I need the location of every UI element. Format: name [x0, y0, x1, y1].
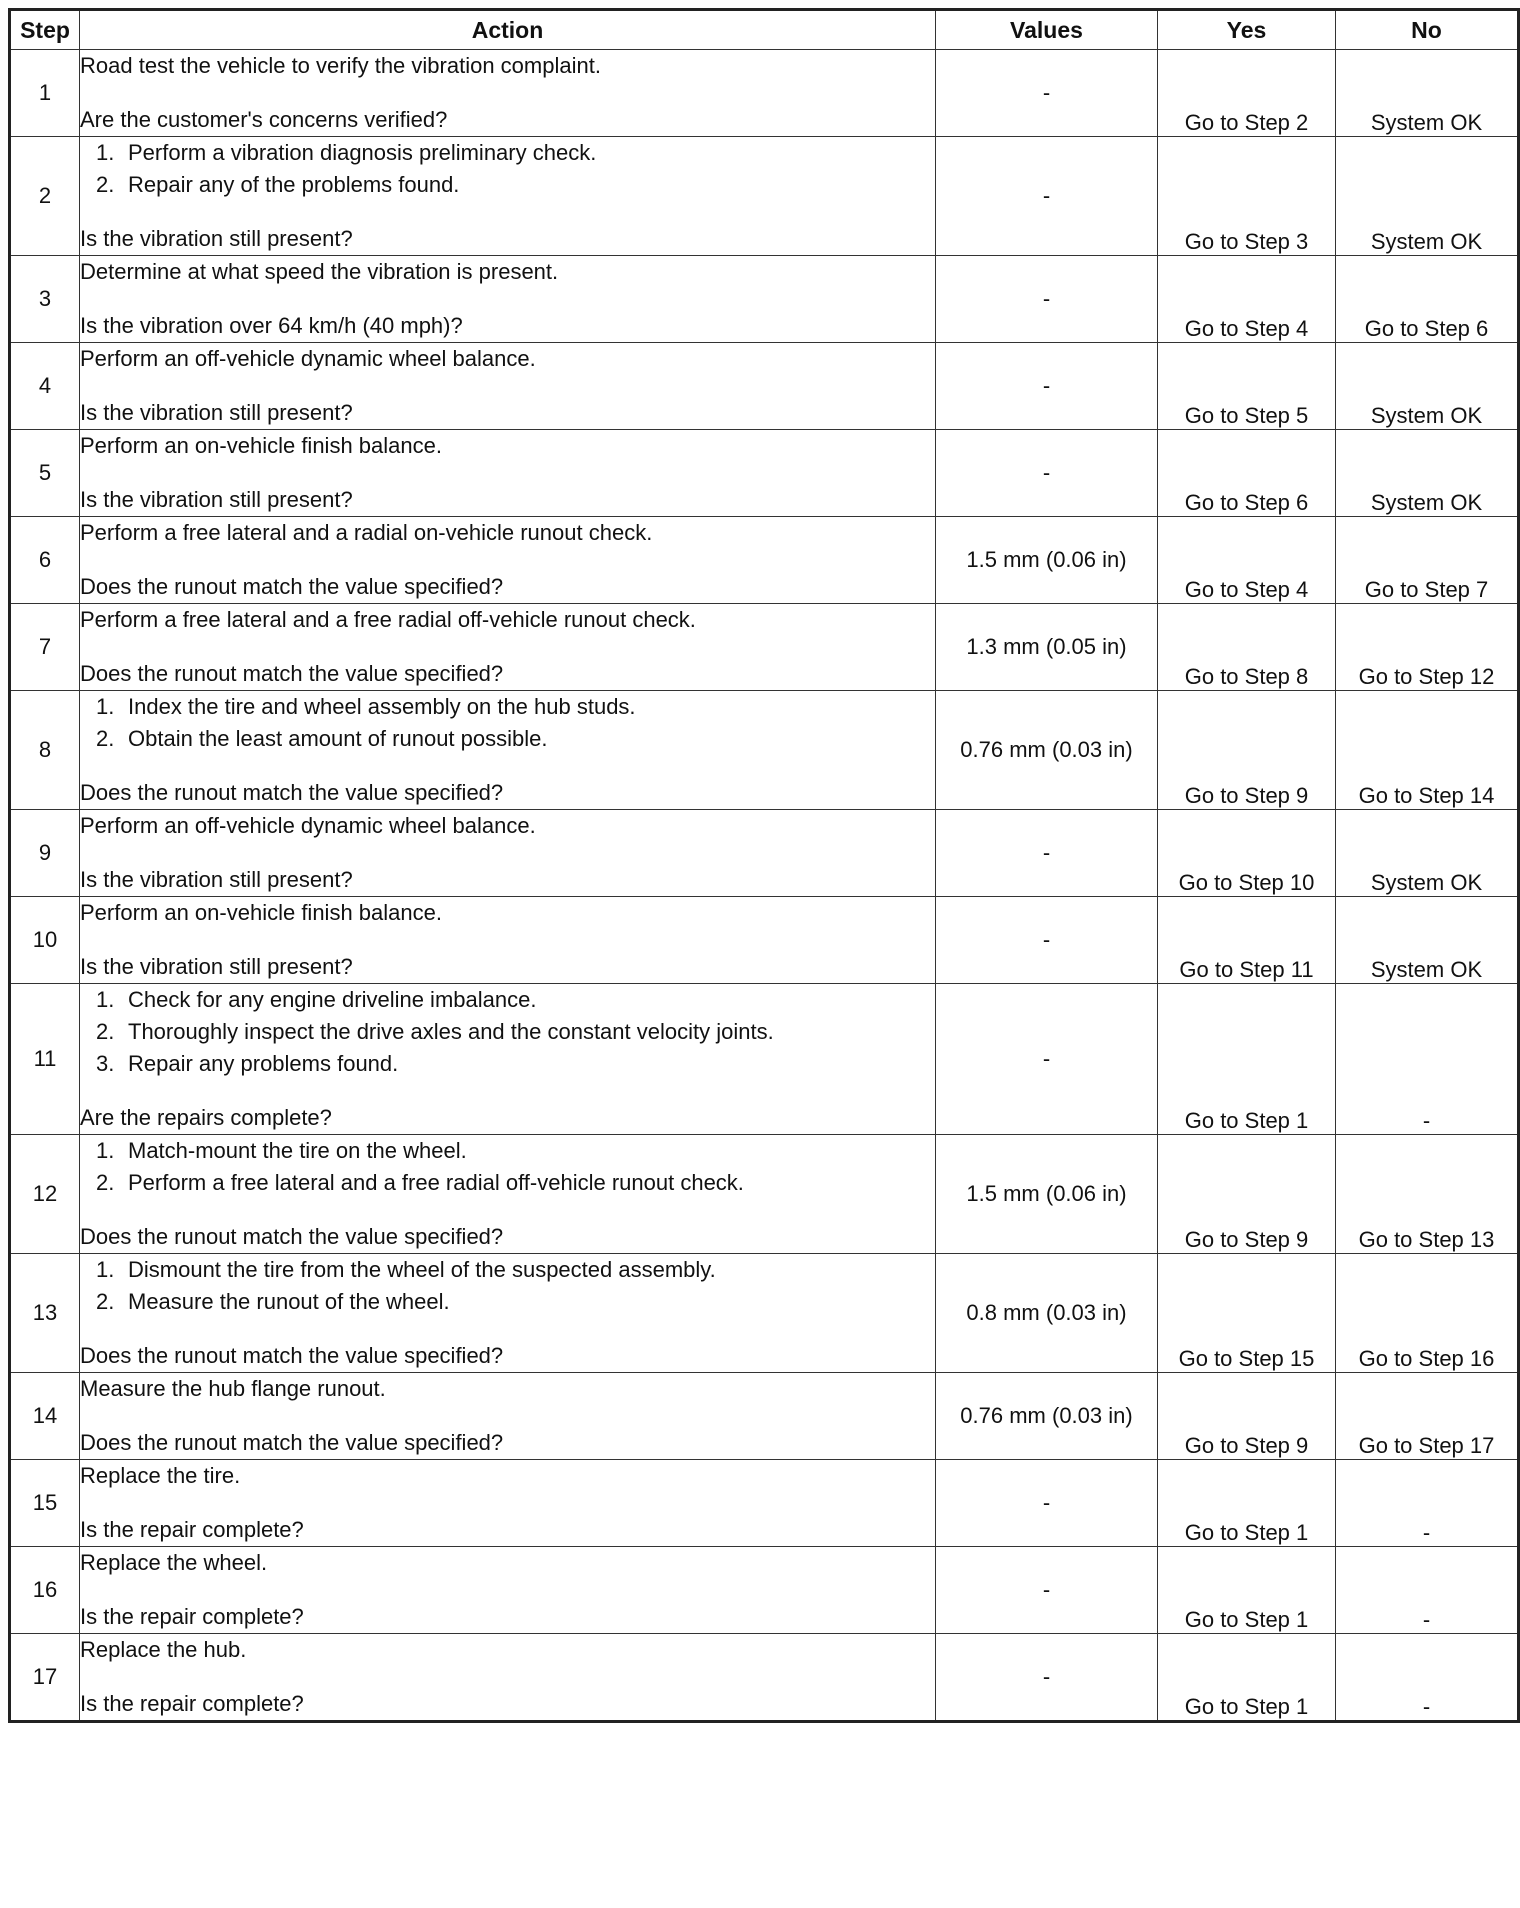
table-row: [10, 604, 1519, 691]
value-cell: -: [936, 1634, 1158, 1722]
question-text: Is the repair complete?: [80, 1691, 304, 1716]
action-cell: [80, 430, 936, 517]
diagnostic-table-container: [8, 8, 1517, 1723]
instruction-list: [80, 137, 935, 201]
yes-cell: Go to Step 9: [1158, 1373, 1336, 1460]
table-row: [10, 984, 1519, 1135]
action-cell: [80, 50, 936, 137]
no-cell: System OK: [1336, 343, 1519, 430]
instruction-text: Dismount the tire from the wheel of the suspected assembly.: [128, 1257, 716, 1282]
action-cell: [80, 137, 936, 256]
step-number: 4: [10, 343, 80, 430]
instruction-text: Obtain the least amount of runout possible.: [128, 726, 548, 751]
instruction-text: Replace the hub.: [80, 1637, 247, 1662]
instruction-number: 2.: [96, 1289, 115, 1314]
table-row: [10, 1373, 1519, 1460]
table-row: [10, 137, 1519, 256]
header-step: Step: [10, 10, 80, 50]
value-cell: -: [936, 430, 1158, 517]
step-number: 10: [10, 897, 80, 984]
no-cell: Go to Step 17: [1336, 1373, 1519, 1460]
action-cell: [80, 1547, 936, 1634]
value-cell: -: [936, 1547, 1158, 1634]
yes-cell: Go to Step 4: [1158, 517, 1336, 604]
step-number: 16: [10, 1547, 80, 1634]
value-cell: 0.76 mm (0.03 in): [936, 691, 1158, 810]
step-number: 3: [10, 256, 80, 343]
yes-cell: Go to Step 1: [1158, 1460, 1336, 1547]
table-row: [10, 1254, 1519, 1373]
question-text: Does the runout match the value specified?: [80, 1224, 504, 1249]
no-cell: -: [1336, 984, 1519, 1135]
question-text: Is the vibration over 64 km/h (40 mph)?: [80, 313, 463, 338]
table-row: [10, 256, 1519, 343]
instruction-number: 1.: [96, 1257, 115, 1282]
value-cell: -: [936, 1460, 1158, 1547]
question-text: Does the runout match the value specified?: [80, 1430, 504, 1455]
instruction-text: Replace the wheel.: [80, 1550, 268, 1575]
no-cell: -: [1336, 1460, 1519, 1547]
no-cell: System OK: [1336, 430, 1519, 517]
instruction-text: Perform an on-vehicle finish balance.: [80, 433, 442, 458]
step-number: 17: [10, 1634, 80, 1722]
no-cell: Go to Step 16: [1336, 1254, 1519, 1373]
instruction-item: [80, 137, 935, 169]
action-cell: [80, 517, 936, 604]
table-row: [10, 1547, 1519, 1634]
action-cell: [80, 1373, 936, 1460]
step-number: 12: [10, 1135, 80, 1254]
no-cell: System OK: [1336, 897, 1519, 984]
step-number: 5: [10, 430, 80, 517]
instruction-item: [80, 1048, 935, 1080]
action-cell: [80, 604, 936, 691]
no-cell: Go to Step 7: [1336, 517, 1519, 604]
step-number: 15: [10, 1460, 80, 1547]
instruction-text: Index the tire and wheel assembly on the hub studs.: [128, 694, 636, 719]
value-cell: 0.76 mm (0.03 in): [936, 1373, 1158, 1460]
instruction-list: [80, 1135, 935, 1199]
instruction-text: Determine at what speed the vibration is present.: [80, 259, 559, 284]
header-action: Action: [80, 10, 936, 50]
step-number: 7: [10, 604, 80, 691]
instruction-list: [80, 1254, 935, 1318]
instruction-text: Road test the vehicle to verify the vibration complaint.: [80, 53, 601, 78]
question-text: Is the vibration still present?: [80, 487, 353, 512]
action-cell: [80, 256, 936, 343]
step-number: 8: [10, 691, 80, 810]
yes-cell: Go to Step 1: [1158, 1547, 1336, 1634]
no-cell: System OK: [1336, 137, 1519, 256]
table-row: [10, 1135, 1519, 1254]
step-number: 1: [10, 50, 80, 137]
value-cell: -: [936, 50, 1158, 137]
action-cell: [80, 1460, 936, 1547]
step-number: 13: [10, 1254, 80, 1373]
question-text: Is the repair complete?: [80, 1604, 304, 1629]
action-cell: [80, 897, 936, 984]
table-row: [10, 430, 1519, 517]
instruction-text: Replace the tire.: [80, 1463, 241, 1488]
question-text: Is the vibration still present?: [80, 867, 353, 892]
instruction-text: Repair any problems found.: [128, 1051, 399, 1076]
action-cell: [80, 810, 936, 897]
header-values: Values: [936, 10, 1158, 50]
yes-cell: Go to Step 4: [1158, 256, 1336, 343]
no-cell: -: [1336, 1547, 1519, 1634]
instruction-item: [80, 984, 935, 1016]
instruction-text: Perform a free lateral and a free radial off-vehicle runout check.: [80, 607, 696, 632]
diagnostic-table: [8, 8, 1520, 1723]
header-no: No: [1336, 10, 1519, 50]
step-number: 11: [10, 984, 80, 1135]
value-cell: -: [936, 810, 1158, 897]
instruction-item: [80, 169, 935, 201]
question-text: Is the repair complete?: [80, 1517, 304, 1542]
question-text: Are the customer's concerns verified?: [80, 107, 448, 132]
instruction-text: Perform an off-vehicle dynamic wheel balance.: [80, 346, 536, 371]
instruction-number: 2.: [96, 172, 115, 197]
instruction-text: Thoroughly inspect the drive axles and the constant velocity joints.: [128, 1019, 774, 1044]
instruction-item: [80, 1286, 935, 1318]
action-cell: [80, 343, 936, 430]
header-yes: Yes: [1158, 10, 1336, 50]
value-cell: -: [936, 984, 1158, 1135]
question-text: Is the vibration still present?: [80, 954, 353, 979]
step-number: 14: [10, 1373, 80, 1460]
step-number: 6: [10, 517, 80, 604]
table-row: [10, 1460, 1519, 1547]
instruction-number: 2.: [96, 726, 115, 751]
yes-cell: Go to Step 11: [1158, 897, 1336, 984]
question-text: Is the vibration still present?: [80, 226, 353, 251]
no-cell: System OK: [1336, 50, 1519, 137]
instruction-text: Repair any of the problems found.: [128, 172, 460, 197]
action-cell: [80, 1135, 936, 1254]
instruction-number: 2.: [96, 1170, 115, 1195]
no-cell: -: [1336, 1634, 1519, 1722]
question-text: Does the runout match the value specified?: [80, 574, 504, 599]
action-cell: [80, 691, 936, 810]
value-cell: -: [936, 343, 1158, 430]
instruction-text: Match-mount the tire on the wheel.: [128, 1138, 467, 1163]
no-cell: Go to Step 12: [1336, 604, 1519, 691]
instruction-list: [80, 984, 935, 1080]
yes-cell: Go to Step 1: [1158, 984, 1336, 1135]
instruction-item: [80, 691, 935, 723]
table-row: [10, 810, 1519, 897]
instruction-text: Measure the runout of the wheel.: [128, 1289, 450, 1314]
instruction-item: [80, 723, 935, 755]
instruction-text: Perform an on-vehicle finish balance.: [80, 900, 442, 925]
value-cell: -: [936, 137, 1158, 256]
instruction-number: 3.: [96, 1051, 115, 1076]
value-cell: -: [936, 256, 1158, 343]
yes-cell: Go to Step 10: [1158, 810, 1336, 897]
yes-cell: Go to Step 8: [1158, 604, 1336, 691]
value-cell: -: [936, 897, 1158, 984]
question-text: Does the runout match the value specified?: [80, 780, 504, 805]
instruction-list: [80, 691, 935, 755]
action-cell: [80, 1634, 936, 1722]
table-row: [10, 50, 1519, 137]
yes-cell: Go to Step 15: [1158, 1254, 1336, 1373]
table-row: [10, 1634, 1519, 1722]
question-text: Is the vibration still present?: [80, 400, 353, 425]
value-cell: 1.5 mm (0.06 in): [936, 517, 1158, 604]
question-text: Does the runout match the value specified?: [80, 661, 504, 686]
instruction-item: [80, 1016, 935, 1048]
no-cell: System OK: [1336, 810, 1519, 897]
instruction-number: 2.: [96, 1019, 115, 1044]
yes-cell: Go to Step 1: [1158, 1634, 1336, 1722]
instruction-number: 1.: [96, 140, 115, 165]
no-cell: Go to Step 14: [1336, 691, 1519, 810]
table-row: [10, 691, 1519, 810]
instruction-text: Perform an off-vehicle dynamic wheel balance.: [80, 813, 536, 838]
no-cell: Go to Step 6: [1336, 256, 1519, 343]
instruction-item: [80, 1254, 935, 1286]
action-cell: [80, 1254, 936, 1373]
instruction-text: Check for any engine driveline imbalance.: [128, 987, 537, 1012]
value-cell: 1.3 mm (0.05 in): [936, 604, 1158, 691]
step-number: 9: [10, 810, 80, 897]
yes-cell: Go to Step 9: [1158, 691, 1336, 810]
instruction-number: 1.: [96, 987, 115, 1012]
yes-cell: Go to Step 6: [1158, 430, 1336, 517]
instruction-text: Perform a free lateral and a radial on-vehicle runout check.: [80, 520, 653, 545]
action-cell: [80, 984, 936, 1135]
instruction-item: [80, 1167, 935, 1199]
no-cell: Go to Step 13: [1336, 1135, 1519, 1254]
step-number: 2: [10, 137, 80, 256]
table-row: [10, 517, 1519, 604]
table-row: [10, 897, 1519, 984]
question-text: Does the runout match the value specified?: [80, 1343, 504, 1368]
yes-cell: Go to Step 9: [1158, 1135, 1336, 1254]
question-text: Are the repairs complete?: [80, 1105, 332, 1130]
instruction-text: Perform a vibration diagnosis preliminary check.: [128, 140, 597, 165]
value-cell: 1.5 mm (0.06 in): [936, 1135, 1158, 1254]
table-body: [10, 50, 1519, 1722]
table-row: [10, 343, 1519, 430]
instruction-text: Perform a free lateral and a free radial off-vehicle runout check.: [128, 1170, 744, 1195]
instruction-text: Measure the hub flange runout.: [80, 1376, 386, 1401]
instruction-item: [80, 1135, 935, 1167]
yes-cell: Go to Step 3: [1158, 137, 1336, 256]
value-cell: 0.8 mm (0.03 in): [936, 1254, 1158, 1373]
instruction-number: 1.: [96, 694, 115, 719]
yes-cell: Go to Step 2: [1158, 50, 1336, 137]
header-row: [10, 10, 1519, 50]
instruction-number: 1.: [96, 1138, 115, 1163]
yes-cell: Go to Step 5: [1158, 343, 1336, 430]
